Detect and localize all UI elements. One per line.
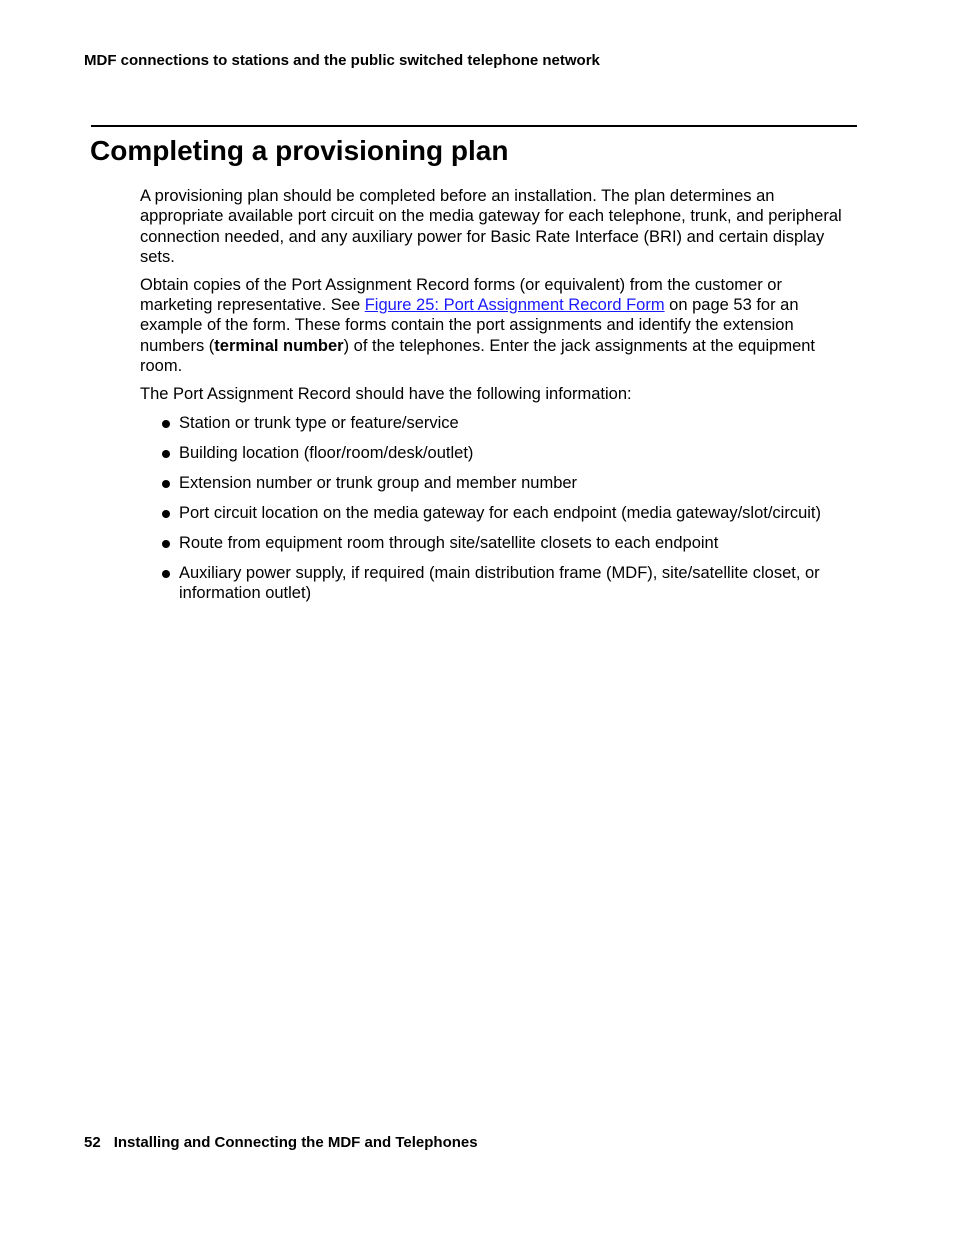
bullet-icon: [162, 510, 170, 518]
list-item: [140, 473, 852, 493]
record-info-list: [140, 413, 852, 603]
section-divider: [91, 125, 857, 127]
list-item: [140, 563, 852, 604]
list-item: [140, 533, 852, 553]
intro-paragraph: A provisioning plan should be completed before an installation. The plan determines an appropriate available port circuit on the media gateway for each telephone, trunk, and peripheral connection needed, and any auxiliary power for Basic Rate Interface (BRI) and certain display sets.: [140, 187, 842, 266]
page-footer: [84, 1134, 478, 1152]
page-number: 52: [84, 1134, 101, 1151]
bullet-icon: [162, 570, 170, 578]
section-body: [140, 186, 852, 613]
list-item-text: Route from equipment room through site/satellite closets to each endpoint: [179, 534, 719, 553]
list-item: [140, 413, 852, 433]
list-item: [140, 503, 852, 523]
list-item-text: Building location (floor/room/desk/outlet): [179, 444, 474, 463]
list-item: [140, 443, 852, 463]
list-item-text: Station or trunk type or feature/service: [179, 414, 459, 433]
forms-paragraph-part3: ) of the telephones. Enter the jack assignments at the equipment room.: [140, 336, 816, 375]
running-header: MDF connections to stations and the public switched telephone network: [84, 52, 600, 69]
list-item-text: Extension number or trunk group and member number: [179, 474, 578, 493]
bullet-icon: [162, 420, 170, 428]
bullet-icon: [162, 540, 170, 548]
section-title: Completing a provisioning plan: [90, 135, 509, 166]
figure-25-link[interactable]: Figure 25: Port Assignment Record Form: [364, 295, 665, 314]
book-title: Installing and Connecting the MDF and Telephones: [113, 1134, 478, 1151]
forms-paragraph-part2: on page 53 for an example of the form. These forms contain the port assignments and identify the extension numbers (: [140, 295, 799, 355]
terminal-number-term: terminal number: [214, 336, 344, 355]
record-info-paragraph: The Port Assignment Record should have the following information:: [140, 384, 632, 403]
forms-paragraph: [140, 275, 852, 376]
list-item-text: Auxiliary power supply, if required (main distribution frame (MDF), site/satellite closet, or information outlet): [179, 563, 820, 603]
bullet-icon: [162, 480, 170, 488]
bullet-icon: [162, 450, 170, 458]
forms-paragraph-part1: Obtain copies of the Port Assignment Record forms (or equivalent) from the customer or marketing representative. See: [140, 275, 782, 314]
list-item-text: Port circuit location on the media gateway for each endpoint (media gateway/slot/circuit): [179, 504, 821, 523]
